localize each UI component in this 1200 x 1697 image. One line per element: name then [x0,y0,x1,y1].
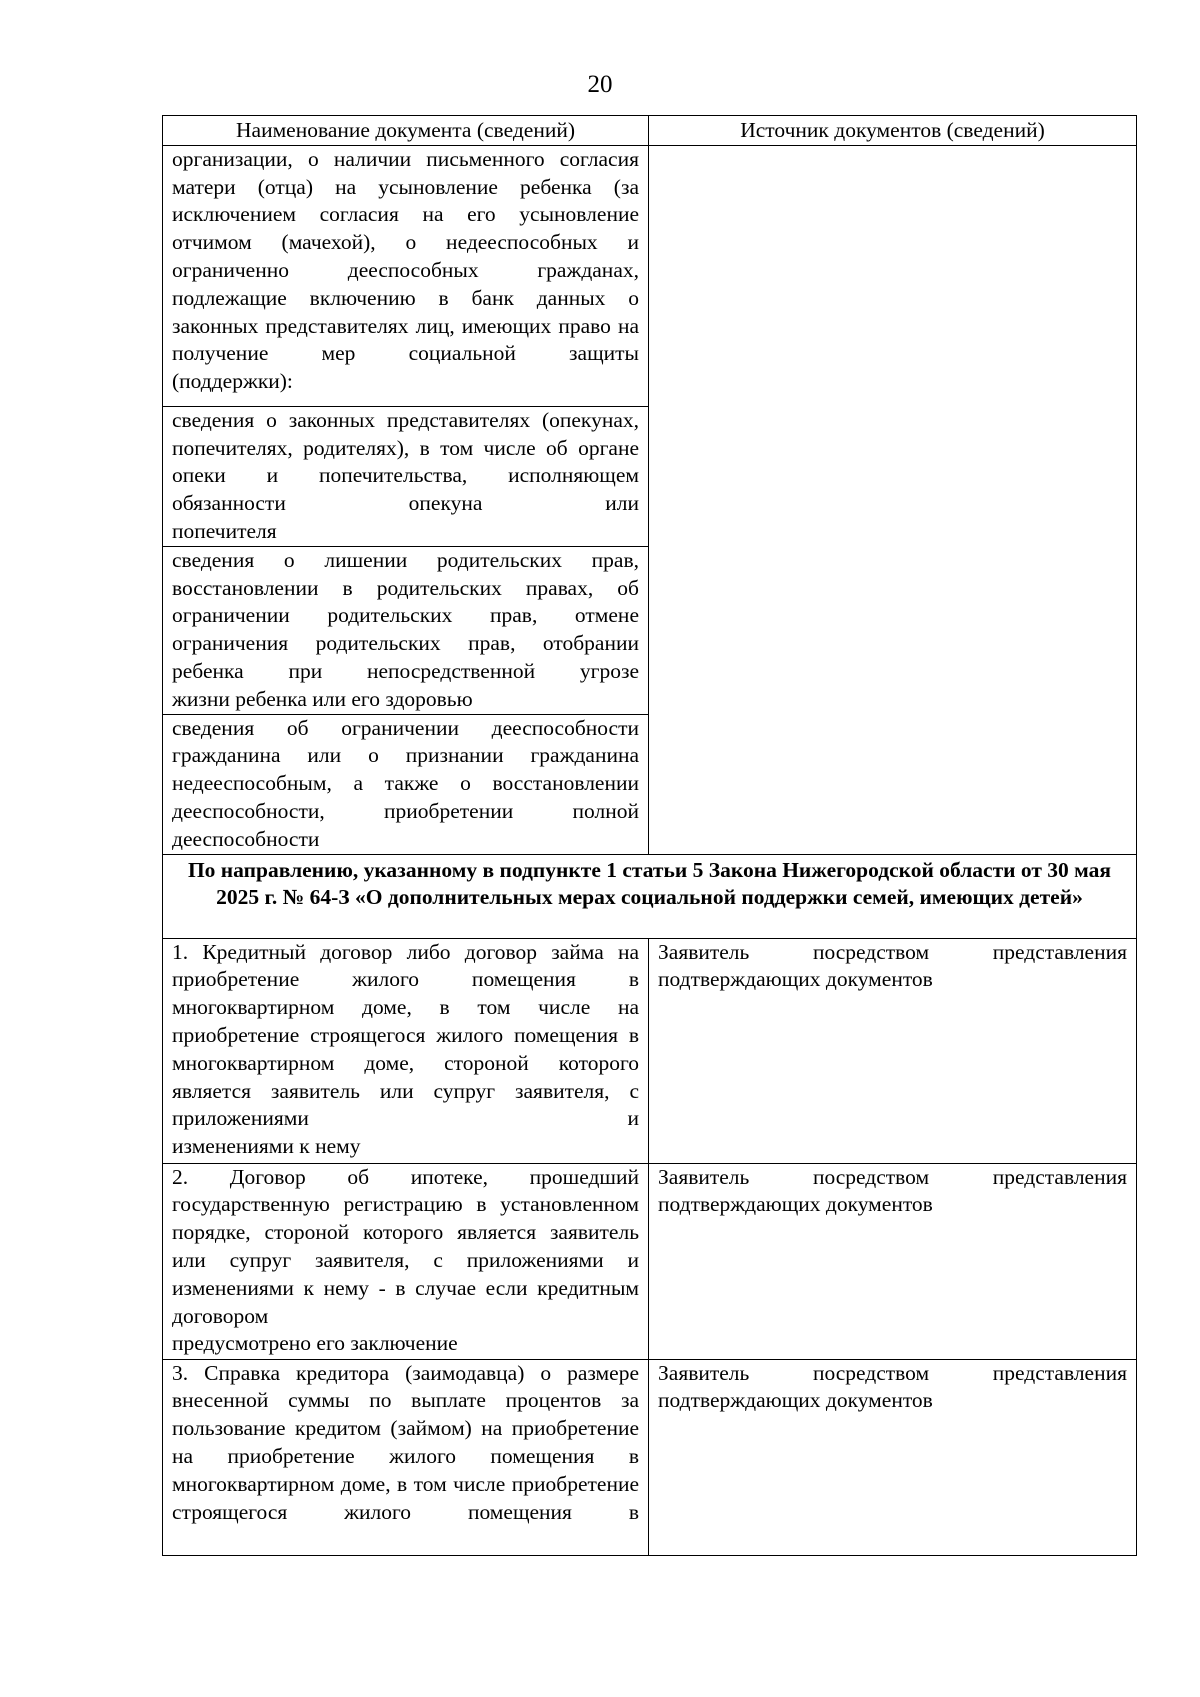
table-row [163,1359,1137,1555]
document-cell: сведения о лишении родительских прав, восстановлении в родительских правах, об ограничении родительских прав, отмене ограничения родительских прав, отобрании ребенка при непосредственной угрозе жизни ребенка или его здоровью [163,546,649,714]
document-cell: 3. Справка кредитора (заимодавца) о размере внесенной суммы по выплате процентов за пользование кредитом (займом) на приобретение на приобретение жилого помещения в многоквартирном доме, в том числе приобретение строящегося жилого помещения в [163,1359,649,1555]
document-cell: сведения о законных представителях (опекунах, попечителях, родителях), в том числе об органе опеки и попечительства, исполняющем обязанности опекуна или попечителя [163,406,649,546]
table-header-row [163,116,1137,146]
table-row [163,145,1137,406]
document-cell: 1. Кредитный договор либо договор займа на приобретение жилого помещения в многоквартирном доме, в том числе на приобретение строящегося жилого помещения в многоквартирном доме, стороной которого является заявитель или супруг заявителя, с приложениями и изменениями к нему [163,938,649,1163]
document-cell: организации, о наличии письменного согласия матери (отца) на усыновление ребенка (за исключением согласия на его усыновление отчимом (мачехой), о недееспособных и ограниченно дееспособных гражданах, подлежащие включению в банк данных о законных представителях лиц, имеющих право на получение мер социальной защиты (поддержки): [163,145,649,406]
table-row [163,938,1137,1163]
section-heading: По направлению, указанному в подпункте 1 статьи 5 Закона Нижегородской области от 30 мая 2025 г. № 64-З «О дополнительных мерах социальной поддержки семей, имеющих детей» [163,854,1137,938]
page-number: 20 [587,71,613,98]
source-cell: Заявитель посредством представления подтверждающих документов [649,1359,1137,1555]
section-heading-row [163,854,1137,938]
documents-table [162,115,1137,1556]
table-row [163,1163,1137,1359]
header-document-source: Источник документов (сведений) [649,116,1137,146]
header-document-name: Наименование документа (сведений) [163,116,649,146]
document-cell: 2. Договор об ипотеке, прошедший государственную регистрацию в установленном порядке, стороной которого является заявитель или супруг заявителя, с приложениями и изменениями к нему - в случае если кредитным договором предусмотрено его заключение [163,1163,649,1359]
source-cell: Заявитель посредством представления подтверждающих документов [649,1163,1137,1359]
source-cell: Заявитель посредством представления подтверждающих документов [649,938,1137,1163]
source-cell-empty [649,145,1137,854]
document-cell: сведения об ограничении дееспособности гражданина или о признании гражданина недееспособным, а также о восстановлении дееспособности, приобретении полной дееспособности [163,714,649,854]
